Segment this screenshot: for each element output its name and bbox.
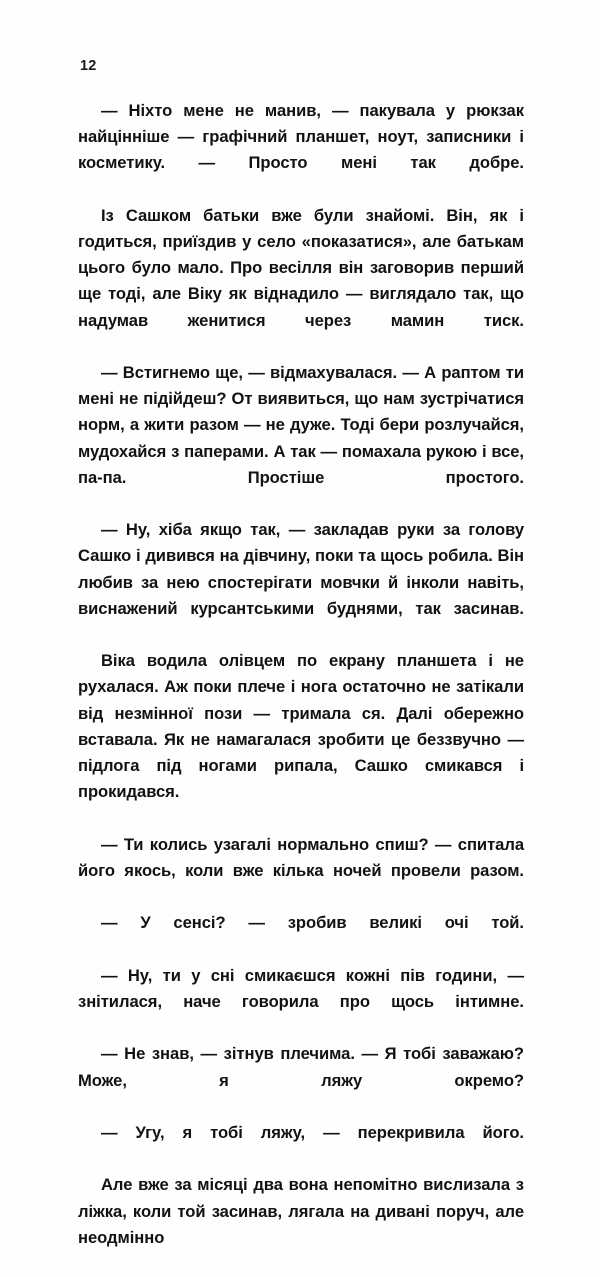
paragraph: Але вже за місяці два вона непомітно вислизала з ліжка, коли той засинав, лягала на дивані поруч, але неодмінно (78, 1175, 524, 1247)
paragraph: — Угу, я тобі ляжу, — перекривила його. (101, 1122, 524, 1142)
paragraph: — Ну, хіба якщо так, — закладав руки за голову Сашко і дивився на дівчину, поки та щось робила. Він любив за нею спостерігати мовчки й інколи навіть, виснажений курсантськими буднями, так засинав. (78, 520, 524, 618)
paragraph: — Не знав, — зітнув плечима. — Я тобі заважаю? Може, я ляжу окремо? (78, 1044, 524, 1090)
paragraph: — Ну, ти у сні смикаєшся кожні пів години, — знітилася, наче говорила про щось інтимне. (78, 965, 524, 1011)
paragraph: Віка водила олівцем по екрану планшета і не рухалася. Аж поки плече і нога остаточно не затікали від незмінної пози — тримала ся. Далі обережно вставала. Як не намагалася зробити це беззвучно — підлога під ногами рипала, Сашко смикався і прокидався. (78, 651, 524, 802)
page-number: 12 (80, 58, 97, 74)
paragraph: — Ніхто мене не манив, — пакувала у рюкзак найцінніше — графічний планшет, ноут, записники і косметику. — Просто мені так добре. (78, 101, 524, 173)
paragraph: Із Сашком батьки вже були знайомі. Він, як і годиться, приїздив у село «показатися», але батькам цього було мало. Про весілля він заговорив перший ще тоді, але Віку як віднадило — виглядало так, що надумав женитися через мамин тиск. (78, 205, 524, 330)
paragraph: — Встигнемо ще, — відмахувалася. — А раптом ти мені не підійдеш? От виявиться, що нам зустрічатися норм, а жити разом — не дуже. Тоді бери розлучайся, мудохайся з паперами. А так — помахала рукою і все, па-па. Простіше простого. (78, 363, 524, 487)
paragraph: — Ти колись узагалі нормально спиш? — спитала його якось, коли вже кілька ночей провели разом. (78, 834, 524, 880)
text-block (78, 98, 524, 1277)
paragraph: — У сенсі? — зробив великі очі той. (101, 913, 524, 933)
